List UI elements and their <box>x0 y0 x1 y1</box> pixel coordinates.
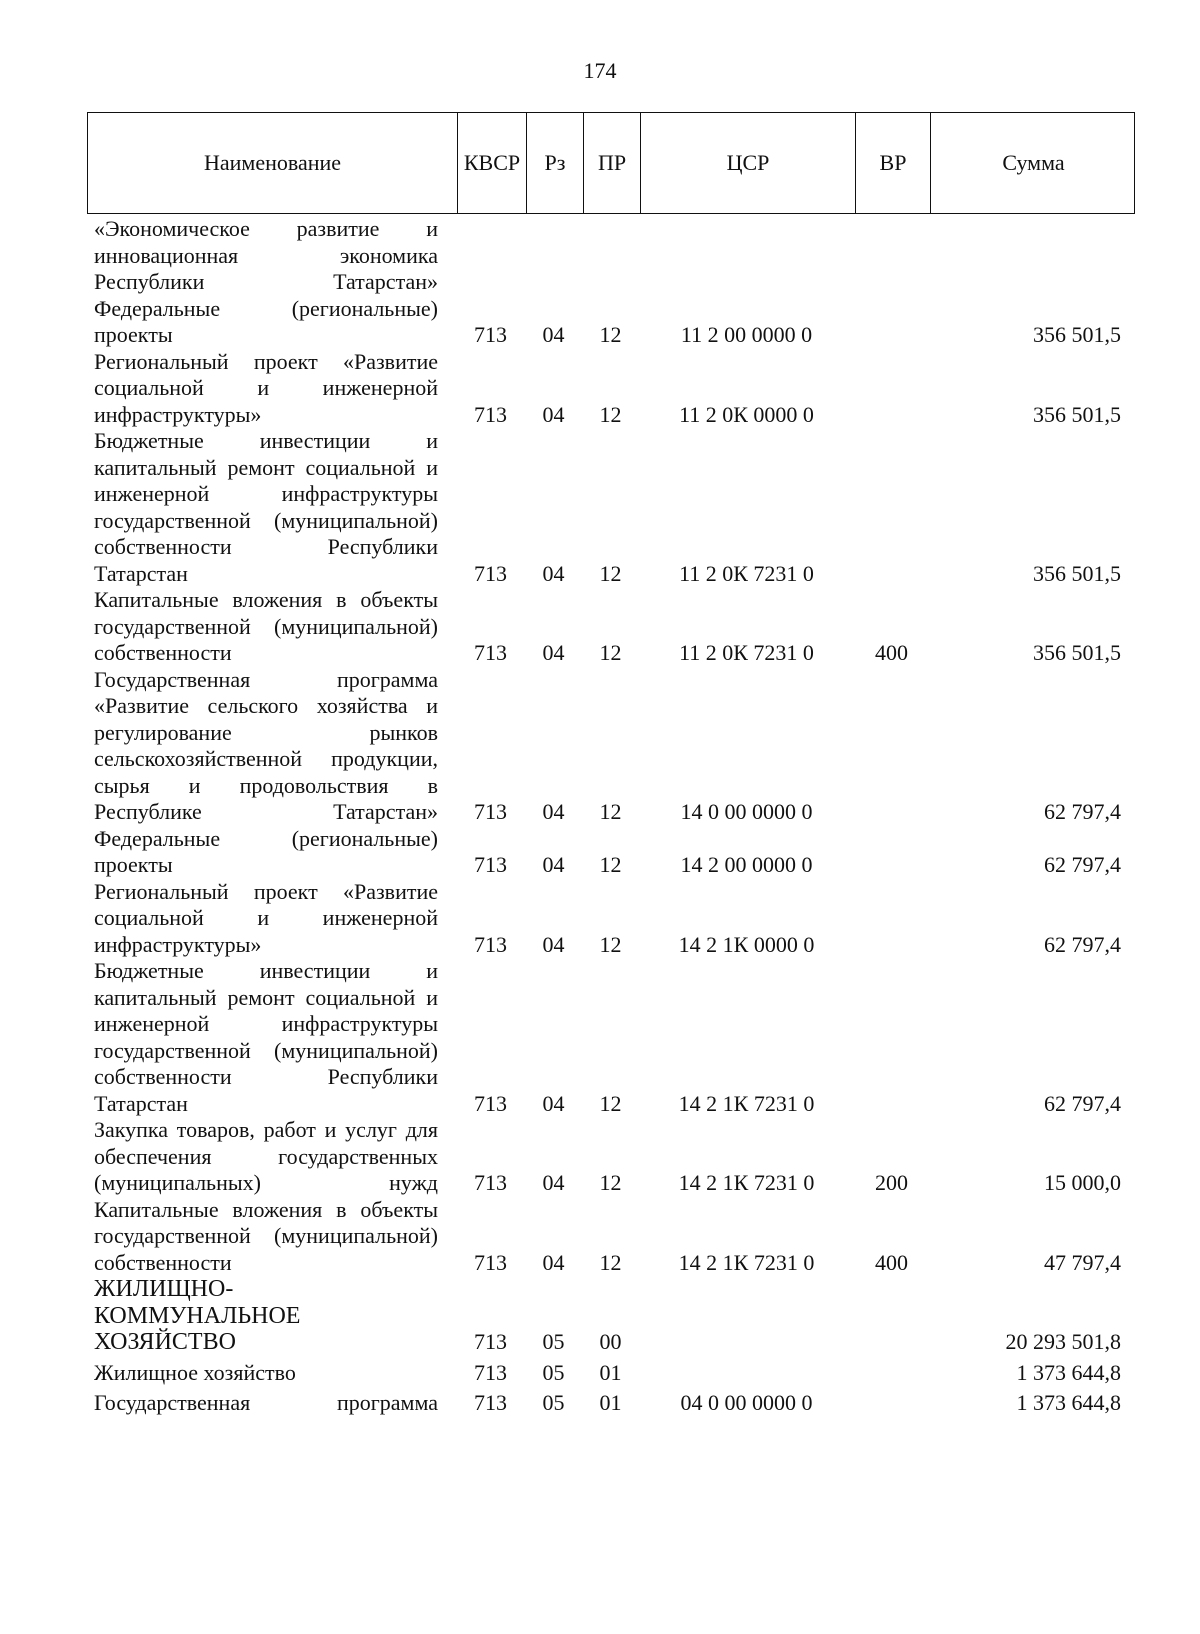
row-rz: 04 <box>542 852 565 877</box>
budget-table <box>87 112 1135 1417</box>
table-row <box>87 667 1135 826</box>
row-rz: 04 <box>542 1170 565 1195</box>
row-rz: 04 <box>542 931 565 957</box>
row-kvsr: 713 <box>474 1249 507 1275</box>
row-vr: 400 <box>875 1249 908 1275</box>
table-row <box>87 958 1135 1117</box>
table-row <box>87 428 1135 587</box>
table-body <box>87 216 1135 1417</box>
row-pr: 12 <box>599 560 622 586</box>
row-name: Федеральные (региональные) проекты <box>94 295 438 347</box>
row-kvsr: 713 <box>474 1329 507 1354</box>
table-row <box>87 296 1135 349</box>
row-kvsr: 713 <box>474 322 507 347</box>
row-csr: 11 2 0К 7231 0 <box>679 560 814 586</box>
row-rz: 04 <box>542 1090 565 1116</box>
row-kvsr: 713 <box>474 1359 507 1385</box>
row-sum: 62 797,4 <box>1044 799 1121 824</box>
row-name: Капитальные вложения в объекты государственной (муниципальной) собственности <box>94 587 438 665</box>
row-sum: 356 501,5 <box>1033 560 1121 586</box>
row-rz: 04 <box>542 1249 565 1275</box>
row-name: Региональный проект «Развитие социальной и инженерной инфраструктуры» <box>94 878 438 957</box>
row-kvsr: 713 <box>474 401 507 427</box>
row-pr: 12 <box>599 1170 622 1195</box>
row-rz: 04 <box>542 640 565 665</box>
row-name: Государственная программа <box>94 1390 438 1415</box>
header-rz: Рз <box>526 113 583 213</box>
row-csr: 14 2 1К 7231 0 <box>678 1090 815 1116</box>
row-pr: 12 <box>599 931 622 957</box>
row-sum: 1 373 644,8 <box>1016 1359 1121 1385</box>
table-row <box>87 1390 1135 1417</box>
table-row <box>87 1276 1135 1356</box>
row-sum: 20 293 501,8 <box>1005 1329 1121 1354</box>
row-kvsr: 713 <box>474 1090 507 1116</box>
row-name: Бюджетные инвестиции и капитальный ремонт социальной и инженерной инфраструктуры государственной (муниципальной) собственности Республики Татарстан <box>94 428 438 586</box>
header-kvsr: КВСР <box>457 113 526 213</box>
row-pr: 00 <box>599 1329 622 1354</box>
header-vr: ВР <box>855 113 930 213</box>
row-csr: 14 2 1К 7231 0 <box>678 1249 815 1275</box>
table-row <box>87 879 1135 959</box>
table-row <box>87 826 1135 879</box>
row-csr: 11 2 0К 0000 0 <box>679 401 814 427</box>
row-pr: 12 <box>599 401 622 427</box>
row-sum: 62 797,4 <box>1044 931 1121 957</box>
row-name: Федеральные (региональные) проекты <box>94 825 438 877</box>
row-name: Капитальные вложения в объекты государственной (муниципальной) собственности <box>94 1196 438 1275</box>
row-pr: 12 <box>599 640 622 665</box>
table-row <box>87 1360 1135 1387</box>
row-kvsr: 713 <box>474 931 507 957</box>
row-name: «Экономическое развитие и инновационная экономика Республики Татарстан» <box>94 216 438 294</box>
row-csr: 14 0 00 0000 0 <box>680 799 813 824</box>
row-rz: 04 <box>542 401 565 427</box>
row-csr: 04 0 00 0000 0 <box>680 1390 813 1415</box>
row-sum: 1 373 644,8 <box>1016 1390 1121 1415</box>
row-rz: 04 <box>542 799 565 824</box>
row-sum: 47 797,4 <box>1044 1249 1121 1275</box>
row-rz: 05 <box>542 1359 565 1385</box>
table-row <box>87 216 1135 296</box>
row-kvsr: 713 <box>474 799 507 824</box>
row-csr: 14 2 1К 0000 0 <box>678 931 815 957</box>
table-row <box>87 1197 1135 1277</box>
row-csr: 11 2 0К 7231 0 <box>679 640 814 665</box>
row-name: ЖИЛИЩНО-КОММУНАЛЬНОЕ ХОЗЯЙСТВО <box>94 1276 301 1355</box>
row-sum: 62 797,4 <box>1044 852 1121 877</box>
row-csr: 14 2 00 0000 0 <box>680 852 813 877</box>
header-csr: ЦСР <box>640 113 855 213</box>
row-rz: 05 <box>542 1329 565 1354</box>
row-kvsr: 713 <box>474 560 507 586</box>
row-kvsr: 713 <box>474 1390 507 1415</box>
row-name: Жилищное хозяйство <box>94 1359 296 1385</box>
row-sum: 62 797,4 <box>1044 1090 1121 1116</box>
row-kvsr: 713 <box>474 640 507 665</box>
header-sum: Сумма <box>930 113 1136 213</box>
row-name: Бюджетные инвестиции и капитальный ремонт социальной и инженерной инфраструктуры государственной (муниципальной) собственности Республики Татарстан <box>94 958 438 1116</box>
row-rz: 04 <box>542 322 565 347</box>
header-pr: ПР <box>583 113 640 213</box>
row-vr: 400 <box>875 640 908 665</box>
row-kvsr: 713 <box>474 852 507 877</box>
table-header <box>87 112 1135 214</box>
row-sum: 15 000,0 <box>1044 1170 1121 1195</box>
row-pr: 12 <box>599 322 622 347</box>
table-row <box>87 349 1135 429</box>
row-vr: 200 <box>875 1170 908 1195</box>
row-kvsr: 713 <box>474 1170 507 1195</box>
row-sum: 356 501,5 <box>1033 322 1121 347</box>
row-pr: 12 <box>599 799 622 824</box>
row-name: Государственная программа «Развитие сельского хозяйства и регулирование рынков сельскохозяйственной продукции, сырья и продовольствия в Республике Татарстан» <box>94 666 438 824</box>
row-sum: 356 501,5 <box>1033 640 1121 665</box>
row-pr: 01 <box>599 1359 622 1385</box>
row-pr: 12 <box>599 1090 622 1116</box>
row-pr: 01 <box>599 1390 622 1415</box>
table-row <box>87 1117 1135 1197</box>
header-name: Наименование <box>203 150 342 175</box>
page-number: 174 <box>583 58 617 83</box>
row-pr: 12 <box>599 1249 622 1275</box>
row-pr: 12 <box>599 852 622 877</box>
row-name: Закупка товаров, работ и услуг для обеспечения государственных (муниципальных) нужд <box>94 1117 438 1195</box>
row-name: Региональный проект «Развитие социальной и инженерной инфраструктуры» <box>94 348 438 427</box>
row-csr: 11 2 00 0000 0 <box>680 322 813 347</box>
row-rz: 04 <box>542 560 565 586</box>
row-rz: 05 <box>542 1390 565 1415</box>
row-csr: 14 2 1К 7231 0 <box>678 1170 815 1195</box>
row-sum: 356 501,5 <box>1033 401 1121 427</box>
table-row <box>87 587 1135 667</box>
